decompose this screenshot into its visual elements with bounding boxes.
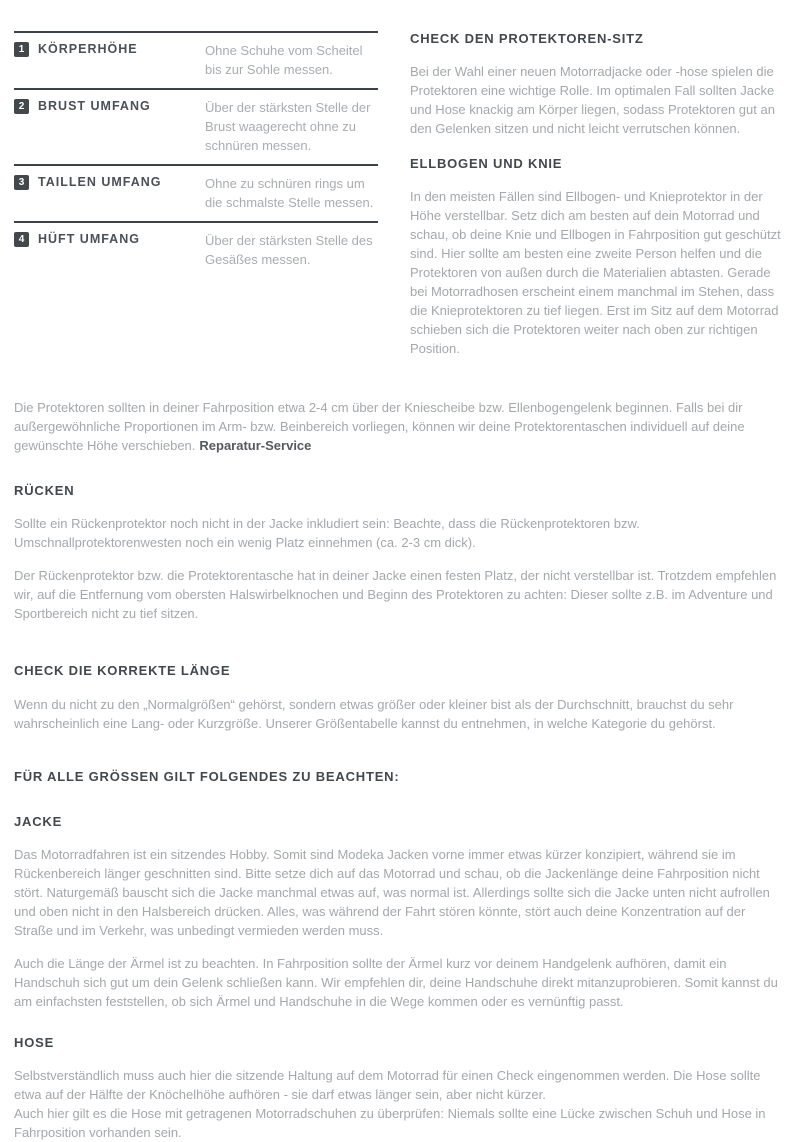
heading-hose: HOSE [14, 1035, 55, 1050]
fahrposition-text: Die Protektoren sollten in deiner Fahrposition etwa 2-4 cm über der Kniescheibe bzw. Ellenbogengelenk beginnen. Falls bei dir außergewöhnliche Proportionen im Arm- bzw. Beinbereich vorliegen, können wir deine Protektorentaschen individuell auf deine gewünschte Höhe verschieben. [14, 400, 745, 453]
paragraph-ellbogen-knie: In den meisten Fällen sind Ellbogen- und Knieprotektor in der Höhe verstellbar. Setz dich am besten auf dein Motorrad und schau, ob deine Knie und Ellbogen in Fahrposition gut geschützt sind. Hier sollte am besten eine zweite Person helfen und die Protektoren von außen durch die Materialien abtasten. Gerade bei Motorradhosen erscheint einem manchmal im Stehen, dass die Knieprotektoren zu tief liegen. Erst im Sitz auf dem Motorrad schieben sich die Protektoren weiter nach oben zur richtigen Position. [410, 189, 781, 356]
table-row [14, 31, 378, 88]
paragraph-hose-1: Selbstverständlich muss auch hier die sitzende Haltung auf dem Motorrad für einen Check eingenommen werden. Die Hose sollte etwa auf der Hälfte der Knöchelhöhe aufhören - sie darf etwas länger sein, aber nicht kürzer. [14, 1068, 761, 1102]
row-label-cell [14, 174, 205, 212]
heading-korrekte-laenge: CHECK DIE KORREKTE LÄNGE [14, 663, 231, 678]
top-section [14, 31, 782, 376]
step-number-badge: 3 [14, 175, 29, 190]
step-number-badge: 4 [14, 232, 29, 247]
heading-ellbogen-knie: ELLBOGEN UND KNIE [410, 156, 563, 171]
row-label-cell [14, 41, 205, 79]
heading-ruecken: RÜCKEN [14, 483, 75, 498]
table-row [14, 221, 378, 278]
section-alle-groessen [14, 769, 782, 784]
section-ruecken [14, 483, 782, 623]
section-fahrposition [14, 398, 782, 455]
measure-label: KÖRPERHÖHE [38, 42, 138, 56]
paragraph-jacke-1: Das Motorradfahren ist ein sitzendes Hobby. Somit sind Modeka Jacken vorne immer etwas kürzer konzipiert, während sie im Rückenbereich länger geschnitten sind. Bitte setze dich auf das Motorrad und schau, ob die Jackenlänge deine Fahrposition nicht stört. Naturgemäß bauscht sich die Jacke manchmal etwas auf, was normal ist. Allerdings sollte sich die Jacke unten nicht aufrollen und oben nicht in den Halsbereich drücken. Alles, was während der Fahrt stören könnte, stört auch deine Konzentration auf der Straße und im Verkehr, was unbedingt vermieden werden muss. [14, 847, 770, 938]
measurement-table [14, 31, 378, 278]
reparatur-service-link[interactable]: Reparatur-Service [199, 438, 312, 453]
measure-description: Ohne Schuhe vom Scheitel bis zur Sohle messen. [205, 43, 363, 77]
measure-description: Über der stärksten Stelle der Brust waagerecht ohne zu schnüren messen. [205, 100, 371, 153]
section-hose [14, 1035, 782, 1142]
paragraph-protektoren-sitz: Bei der Wahl einer neuen Motorradjacke oder -hose spielen die Protektoren eine wichtige Rolle. Im optimalen Fall sollten Jacke und Hose knackig am Körper liegen, sodass Protektoren gut an den Gelenken sitzen und nicht leicht verrutschen können. [410, 64, 775, 136]
measure-description: Über der stärksten Stelle des Gesäßes messen. [205, 233, 373, 267]
heading-protektoren-sitz: CHECK DEN PROTEKTOREN-SITZ [410, 31, 644, 46]
measure-label: TAILLEN UMFANG [38, 175, 162, 189]
measure-label: BRUST UMFANG [38, 99, 151, 113]
heading-jacke: JACKE [14, 814, 63, 829]
paragraph-korrekte-laenge: Wenn du nicht zu den „Normalgrößen“ gehörst, sondern etwas größer oder kleiner bist als der Durchschnitt, brauchst du sehr wahrscheinlich eine Lang- oder Kurzgröße. Unserer Größentabelle kannst du entnehmen, in welche Kategorie du gehörst. [14, 697, 734, 731]
protector-fit-column [410, 31, 782, 376]
table-row [14, 164, 378, 221]
paragraph-hose-2: Auch hier gilt es die Hose mit getragenen Motorradschuhen zu überprüfen: Niemals sollte eine Lücke zwischen Schuh und Hose in Fahrposition vorhanden sein. [14, 1106, 766, 1140]
section-korrekte-laenge [14, 663, 782, 733]
row-label-cell [14, 98, 205, 155]
paragraph-ruecken-1: Sollte ein Rückenprotektor noch nicht in der Jacke inkludiert sein: Beachte, dass die Rückenprotektoren bzw. Umschnallprotektorenwesten noch ein wenig Platz einnehmen (ca. 2-3 cm dick). [14, 516, 640, 550]
measure-label: HÜFT UMFANG [38, 232, 140, 246]
step-number-badge: 1 [14, 42, 29, 57]
row-label-cell [14, 231, 205, 269]
measure-description: Ohne zu schnüren rings um die schmalste Stelle messen. [205, 176, 374, 210]
table-row [14, 88, 378, 164]
step-number-badge: 2 [14, 99, 29, 114]
paragraph-jacke-2: Auch die Länge der Ärmel ist zu beachten. In Fahrposition sollte der Ärmel kurz vor deinem Handgelenk aufhören, damit ein Handschuh sich gut um dein Gelenk schließen kann. Wir empfehlen dir, deine Handschuhe direkt mitanzuprobieren. Somit kannst du am einfachsten feststellen, ob sich Ärmel und Handschuhe in die Wege kommen oder es vernünftig passt. [14, 956, 778, 1009]
section-jacke [14, 814, 782, 1011]
heading-alle-groessen: FÜR ALLE GRÖSSEN GILT FOLGENDES ZU BEACHTEN: [14, 769, 400, 784]
paragraph-ruecken-2: Der Rückenprotektor bzw. die Protektorentasche hat in deiner Jacke einen festen Platz, der nicht verstellbar ist. Trotzdem empfehlen wir, auf die Entfernung vom obersten Halswirbelknochen und Beginn des Protektoren zu achten: Dieser sollte z.B. im Adventure und Sportbereich nicht zu tief sitzen. [14, 568, 777, 621]
paragraph-fahrposition [14, 398, 782, 455]
